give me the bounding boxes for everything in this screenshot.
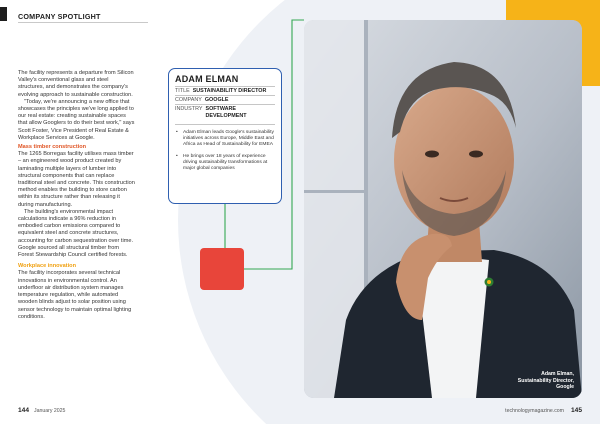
profile-title-row [175,86,275,95]
profile-industry-row [175,104,275,119]
card-divider [175,124,275,125]
photo-caption: Adam Elman, Sustainability Director, Google [517,371,574,391]
section-title: COMPANY SPOTLIGHT [18,12,101,21]
company-key: COMPANY [175,97,202,104]
page-number-right: 145 [570,407,582,414]
profile-company-row [175,95,275,104]
issue-date: January 2025 [34,408,66,414]
page-number-left: 144 [18,407,30,414]
portrait-illustration [304,20,582,398]
section-heading: Mass timber construction [18,144,87,151]
portrait-photo [304,20,582,398]
profile-bullet: • He brings over 18 years of experience driving sustainability transformations at major global companies [175,154,275,173]
profile-name: ADAM ELMAN [175,74,239,84]
body-paragraph: The 1265 Borregas facility utilises mass timber – an engineered wood product created by laminating multiple layers of lumber into structural components that can replace traditional steel and concrete. This construction method enables the building to store carbon within its structure rather than releasing it during manufacturing. [18,151,135,208]
profile-card [168,68,282,204]
company-value: GOOGLE [204,97,229,104]
industry-value: SOFTWARE DEVELOPMENT [205,106,247,119]
body-paragraph: "Today, we're announcing a new office that showcases the principles we've long applied to our real estate: creating sustainable spaces that allow Googlers to do their best work," says Scott Foster, Vice President of Real Estate & Workplace Services at Google. [18,98,135,141]
profile-bullets [175,130,275,173]
profile-bullet: • Adam Elman leads Google's sustainability initiatives across Europe, Middle East and Africa as Head of Sustainability for EMEA [175,130,275,149]
body-paragraph: The building's environmental impact calculations indicate a 96% reduction in embodied carbon emissions compared to equivalent steel and concrete structures, accounting for carbon sequestration over time. Google sourced all structural timber from Forest Stewardship Council certified forests. [18,208,134,259]
body-paragraph: The facility incorporates several technical innovations in environmental control. An underfloor air distribution system manages temperature regulation, while automated wooden blinds adjust to solar position using sensor technology to maintain optimal lighting conditions. [18,270,132,320]
red-accent-square [200,248,244,290]
industry-key: INDUSTRY [175,106,203,113]
magazine-url: technologymagazine.com [505,408,564,414]
body-paragraph: The facility represents a departure from Silicon Valley's conventional glass and steel structures, and demonstrates the company's evolving approach to sustainable construction. [18,70,134,98]
title-key: TITLE [175,88,190,94]
title-value: SUSTAINABILITY DIRECTOR [192,88,267,94]
section-heading: Workplace innovation [18,263,77,270]
